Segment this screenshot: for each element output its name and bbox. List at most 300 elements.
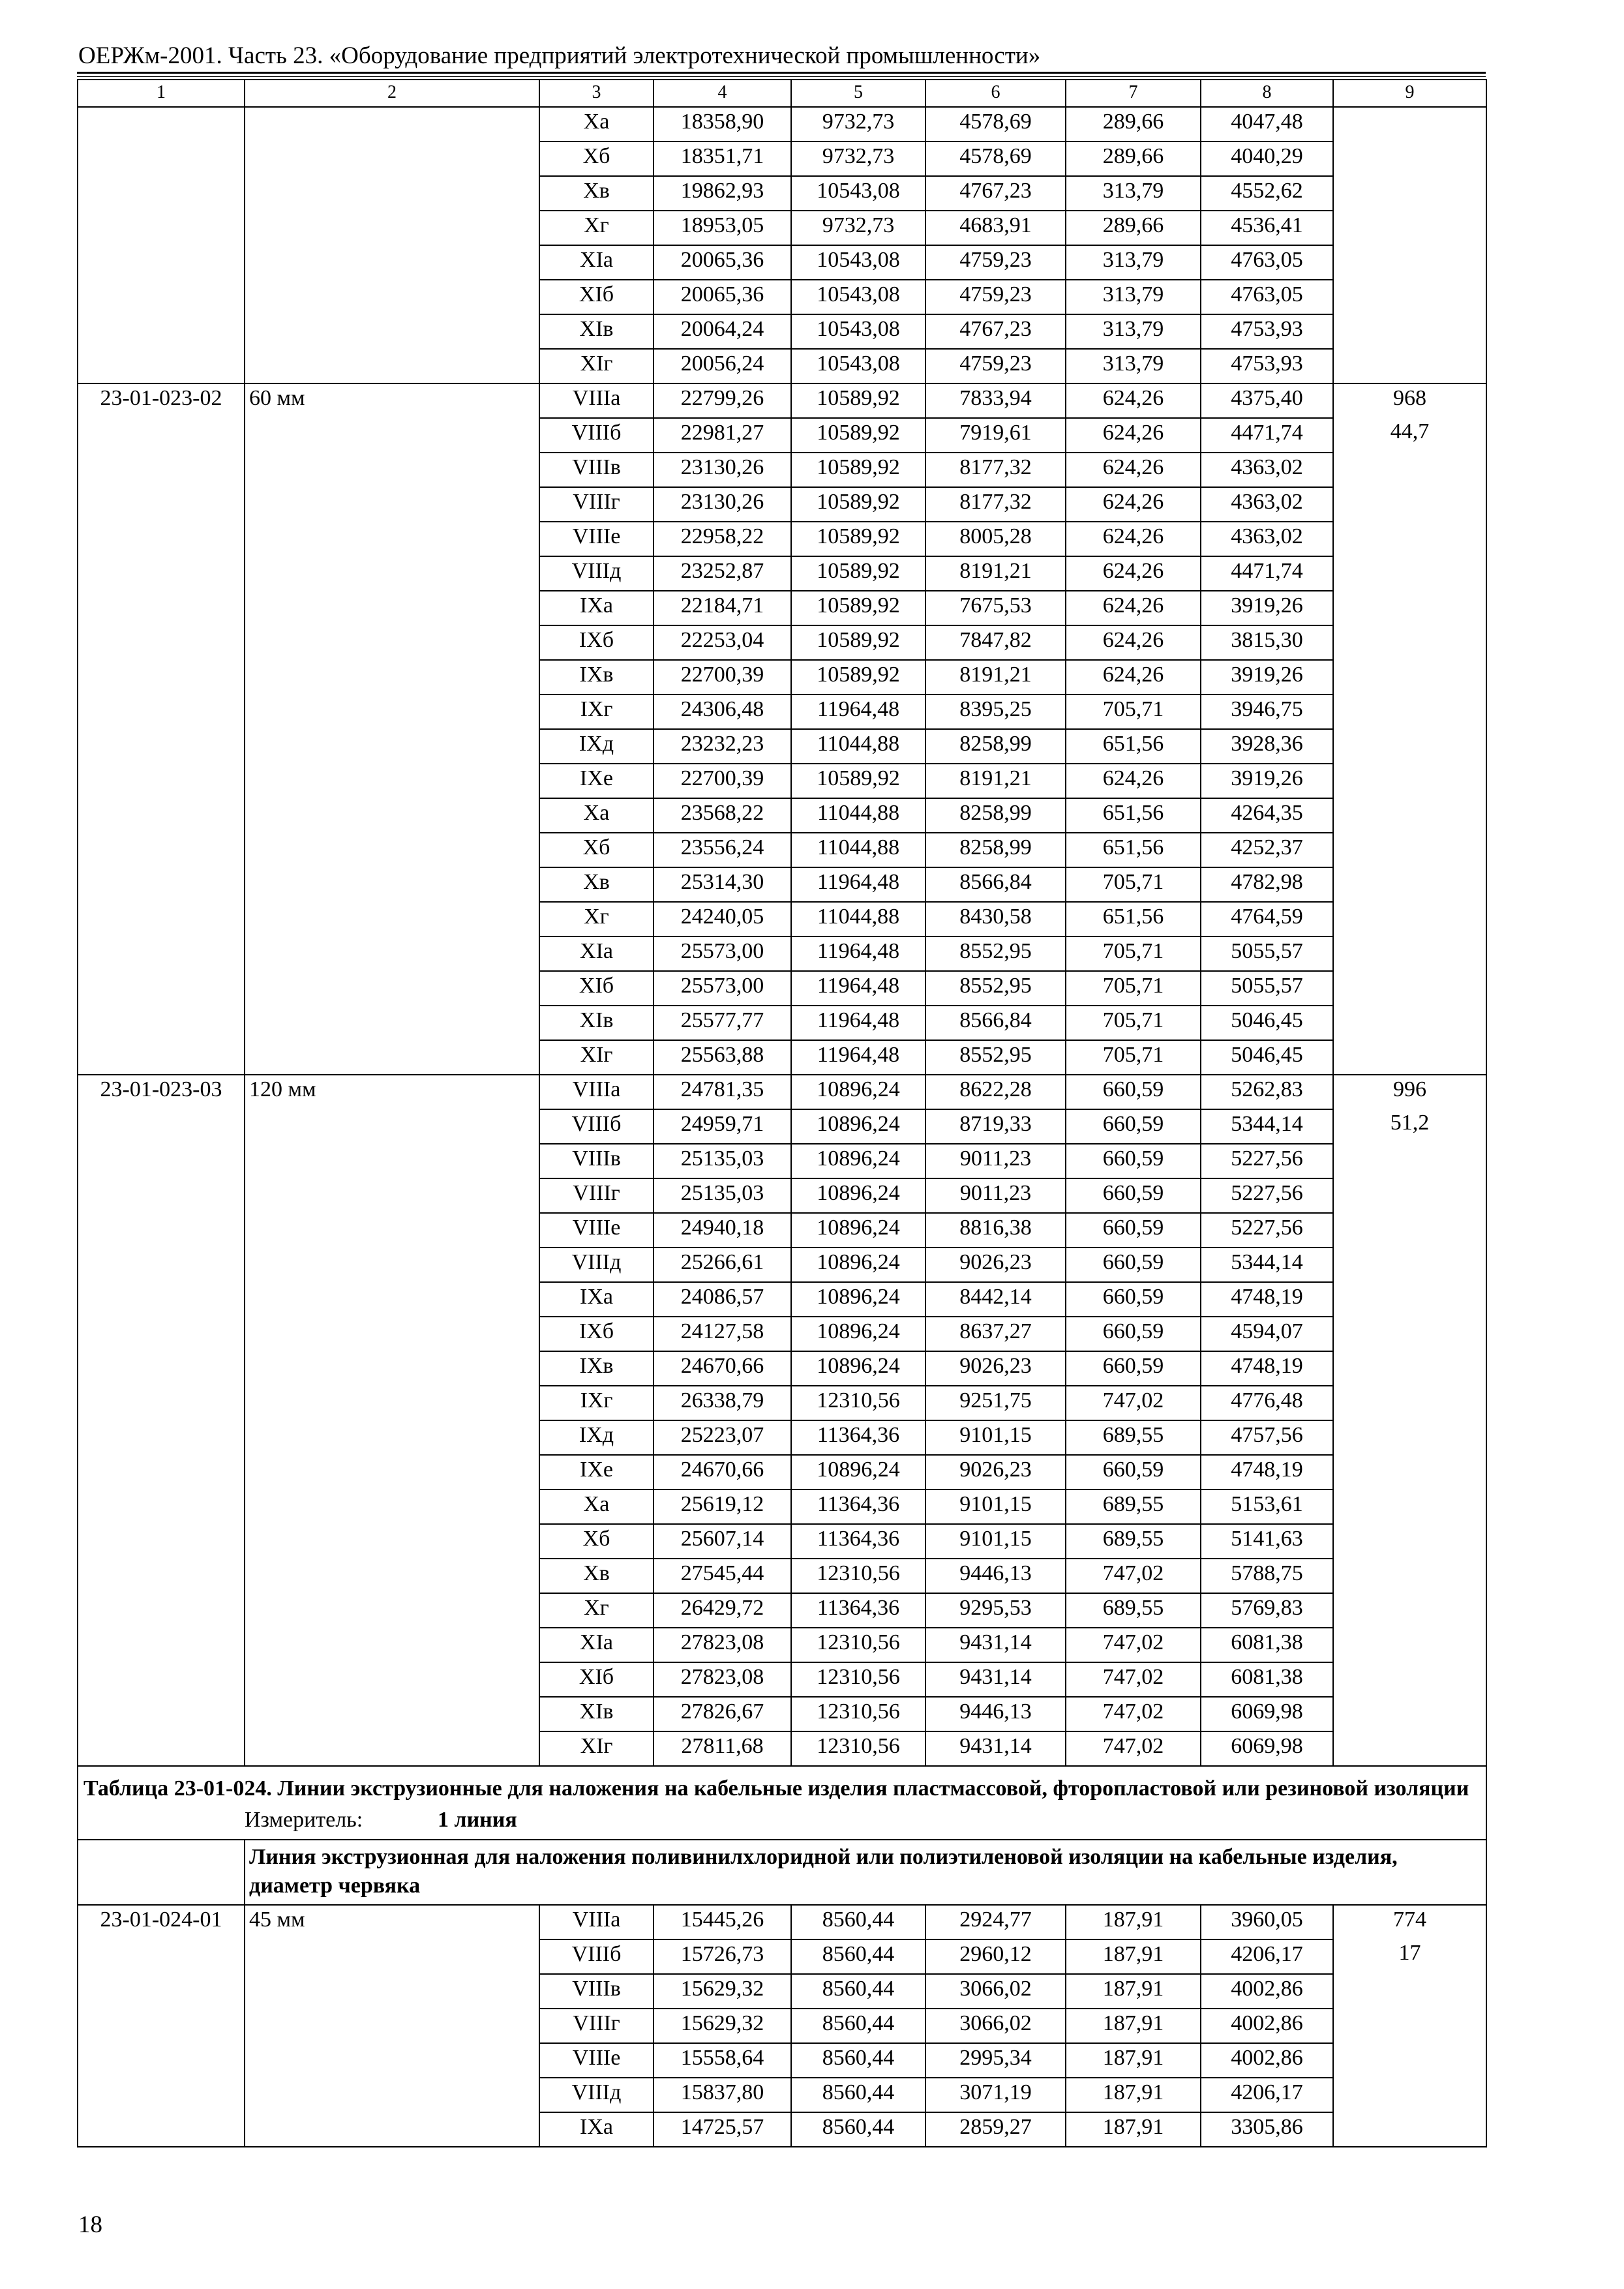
- cost-value: 747,02: [1066, 1697, 1201, 1731]
- region-code: XIa: [539, 1628, 654, 1662]
- cost-value: 4471,74: [1201, 418, 1333, 453]
- cost-value: 15837,80: [654, 2078, 791, 2112]
- column-number: 6: [925, 80, 1066, 107]
- cost-value: 3928,36: [1201, 729, 1333, 764]
- resource-code: 23-01-023-02: [78, 383, 245, 1075]
- cost-value: 24959,71: [654, 1109, 791, 1144]
- measure-value: 1 линия: [438, 1808, 517, 1832]
- cost-value: 689,55: [1066, 1420, 1201, 1455]
- cost-value: 9101,15: [925, 1524, 1066, 1559]
- cost-value: 10543,08: [791, 245, 925, 280]
- cost-value: 10589,92: [791, 625, 925, 660]
- region-code: IXг: [539, 695, 654, 729]
- cost-value: 9446,13: [925, 1697, 1066, 1731]
- cost-value: 187,91: [1066, 2112, 1201, 2147]
- region-code: Xв: [539, 1559, 654, 1593]
- cost-value: 4753,93: [1201, 349, 1333, 383]
- region-code: IXд: [539, 1420, 654, 1455]
- price-table: [77, 79, 1487, 2147]
- cost-value: 25619,12: [654, 1489, 791, 1524]
- cost-value: 4002,86: [1201, 1974, 1333, 2009]
- cost-value: 12310,56: [791, 1386, 925, 1420]
- resource-name-blank: [245, 107, 539, 383]
- cost-value: 23130,26: [654, 487, 791, 522]
- table-title: Таблица 23-01-024. Линии экструзионные для наложения на кабельные изделия пластмассовой, фторопластовой или резиновой изоляции: [78, 1766, 1486, 1806]
- cost-value: 9431,14: [925, 1662, 1066, 1697]
- region-code: VIIIв: [539, 1974, 654, 2009]
- cost-value: 5227,56: [1201, 1144, 1333, 1178]
- cost-value: 24240,05: [654, 902, 791, 936]
- column-number: 9: [1333, 80, 1486, 107]
- cost-value: 747,02: [1066, 1628, 1201, 1662]
- cost-value: 25135,03: [654, 1144, 791, 1178]
- cost-value: 10896,24: [791, 1248, 925, 1282]
- cost-value: 4375,40: [1201, 383, 1333, 418]
- cost-value: 5055,57: [1201, 936, 1333, 971]
- region-code: XIa: [539, 245, 654, 280]
- region-code: Xa: [539, 798, 654, 833]
- cost-value: 624,26: [1066, 453, 1201, 487]
- cost-value: 313,79: [1066, 176, 1201, 211]
- cost-value: 15629,32: [654, 1974, 791, 2009]
- cost-value: 4002,86: [1201, 2009, 1333, 2043]
- subheader-spacer: [78, 1840, 245, 1905]
- cost-value: 651,56: [1066, 798, 1201, 833]
- cost-value: 9251,75: [925, 1386, 1066, 1420]
- cost-value: 4776,48: [1201, 1386, 1333, 1420]
- cost-value: 9026,23: [925, 1351, 1066, 1386]
- cost-value: 24670,66: [654, 1351, 791, 1386]
- column-number: 8: [1201, 80, 1333, 107]
- column-number: 7: [1066, 80, 1201, 107]
- cost-value: 660,59: [1066, 1317, 1201, 1351]
- cost-value: 12310,56: [791, 1731, 925, 1766]
- region-code: IXe: [539, 1455, 654, 1489]
- header-rule-thick: [77, 72, 1486, 74]
- cost-value: 624,26: [1066, 556, 1201, 591]
- cost-value: 660,59: [1066, 1248, 1201, 1282]
- table-row: [78, 1905, 1486, 1939]
- page-header: ОЕРЖм-2001. Часть 23. «Оборудование предприятий электротехнической промышленности»: [78, 42, 1041, 69]
- cost-value: 10896,24: [791, 1213, 925, 1248]
- resource-name: 60 мм: [245, 383, 539, 1075]
- cost-value: 3305,86: [1201, 2112, 1333, 2147]
- cost-value: 9732,73: [791, 142, 925, 176]
- resource-code: 23-01-024-01: [78, 1905, 245, 2147]
- cost-value: 4252,37: [1201, 833, 1333, 867]
- cost-value: 3960,05: [1201, 1905, 1333, 1939]
- cost-value: 8560,44: [791, 1974, 925, 2009]
- region-code: VIIIд: [539, 556, 654, 591]
- cost-value: 689,55: [1066, 1489, 1201, 1524]
- cost-value: 8719,33: [925, 1109, 1066, 1144]
- cost-value: 624,26: [1066, 418, 1201, 453]
- cost-value: 12310,56: [791, 1662, 925, 1697]
- cost-value: 10896,24: [791, 1455, 925, 1489]
- cost-value: 4683,91: [925, 211, 1066, 245]
- cost-value: 15726,73: [654, 1939, 791, 1974]
- cost-value: 20065,36: [654, 280, 791, 314]
- region-code: XIб: [539, 280, 654, 314]
- cost-value: 624,26: [1066, 522, 1201, 556]
- cost-value: 9431,14: [925, 1731, 1066, 1766]
- cost-value: 5141,63: [1201, 1524, 1333, 1559]
- cost-value: 9011,23: [925, 1144, 1066, 1178]
- cost-value: 651,56: [1066, 902, 1201, 936]
- cost-value: 25577,77: [654, 1006, 791, 1040]
- cost-value: 11364,36: [791, 1489, 925, 1524]
- cost-value: 10589,92: [791, 556, 925, 591]
- region-code: Xб: [539, 833, 654, 867]
- cost-value: 8560,44: [791, 2112, 925, 2147]
- cost-value: 25135,03: [654, 1178, 791, 1213]
- cost-value: 10896,24: [791, 1075, 925, 1109]
- region-code: VIIIб: [539, 1939, 654, 1974]
- cost-value: 4763,05: [1201, 280, 1333, 314]
- region-code: Xв: [539, 176, 654, 211]
- cost-value: 660,59: [1066, 1351, 1201, 1386]
- region-code: Xб: [539, 142, 654, 176]
- cost-value: 10896,24: [791, 1317, 925, 1351]
- cost-value: 4552,62: [1201, 176, 1333, 211]
- cost-value: 8566,84: [925, 867, 1066, 902]
- cost-value: 3946,75: [1201, 695, 1333, 729]
- cost-value: 23252,87: [654, 556, 791, 591]
- cost-value: 25314,30: [654, 867, 791, 902]
- cost-value: 2924,77: [925, 1905, 1066, 1939]
- cost-value: 4764,59: [1201, 902, 1333, 936]
- cost-value: 23568,22: [654, 798, 791, 833]
- resource-name: 120 мм: [245, 1075, 539, 1766]
- region-code: Xг: [539, 1593, 654, 1628]
- cost-value: 11964,48: [791, 936, 925, 971]
- cost-value: 705,71: [1066, 936, 1201, 971]
- cost-value: 4759,23: [925, 349, 1066, 383]
- cost-value: 289,66: [1066, 211, 1201, 245]
- col9-value: 968: [1393, 386, 1426, 410]
- cost-value: 9732,73: [791, 107, 925, 142]
- table-row: [78, 1075, 1486, 1109]
- region-code: VIIIб: [539, 1109, 654, 1144]
- cost-value: 660,59: [1066, 1455, 1201, 1489]
- cost-value: 2859,27: [925, 2112, 1066, 2147]
- cost-value: 27811,68: [654, 1731, 791, 1766]
- cost-value: 4578,69: [925, 142, 1066, 176]
- cost-value: 25573,00: [654, 936, 791, 971]
- cost-value: 2960,12: [925, 1939, 1066, 1974]
- region-code: Xб: [539, 1524, 654, 1559]
- cost-value: 3066,02: [925, 1974, 1066, 2009]
- cost-value: 26338,79: [654, 1386, 791, 1420]
- column-number: 1: [78, 80, 245, 107]
- cost-value: 6069,98: [1201, 1697, 1333, 1731]
- cost-value: 747,02: [1066, 1731, 1201, 1766]
- cost-value: 5262,83: [1201, 1075, 1333, 1109]
- cost-value: 22700,39: [654, 660, 791, 695]
- cost-value: 10589,92: [791, 453, 925, 487]
- cost-value: 9026,23: [925, 1455, 1066, 1489]
- cost-value: 10543,08: [791, 314, 925, 349]
- region-code: XIг: [539, 349, 654, 383]
- cost-value: 7833,94: [925, 383, 1066, 418]
- measure-cell: [245, 1806, 1486, 1840]
- cost-value: 4536,41: [1201, 211, 1333, 245]
- cost-value: 4594,07: [1201, 1317, 1333, 1351]
- cost-value: 10896,24: [791, 1178, 925, 1213]
- region-code: IXг: [539, 1386, 654, 1420]
- cost-value: 8177,32: [925, 453, 1066, 487]
- cost-value: 4767,23: [925, 176, 1066, 211]
- cost-value: 4363,02: [1201, 453, 1333, 487]
- col9-value: 51,2: [1390, 1111, 1430, 1135]
- cost-value: 8560,44: [791, 1905, 925, 1939]
- cost-value: 313,79: [1066, 280, 1201, 314]
- cost-value: 8560,44: [791, 1939, 925, 1974]
- cost-value: 25607,14: [654, 1524, 791, 1559]
- column-number: 4: [654, 80, 791, 107]
- cost-value: 4748,19: [1201, 1351, 1333, 1386]
- cost-value: 3815,30: [1201, 625, 1333, 660]
- cost-value: 4753,93: [1201, 314, 1333, 349]
- cost-value: 624,26: [1066, 625, 1201, 660]
- cost-value: 24127,58: [654, 1317, 791, 1351]
- region-code: XIг: [539, 1040, 654, 1075]
- cost-value: 4767,23: [925, 314, 1066, 349]
- region-code: VIIIв: [539, 1144, 654, 1178]
- cost-value: 23556,24: [654, 833, 791, 867]
- cost-value: 5344,14: [1201, 1109, 1333, 1144]
- cost-value: 24306,48: [654, 695, 791, 729]
- cost-value: 25266,61: [654, 1248, 791, 1282]
- cost-value: 20056,24: [654, 349, 791, 383]
- cost-value: 689,55: [1066, 1524, 1201, 1559]
- cost-value: 23232,23: [654, 729, 791, 764]
- region-code: IXe: [539, 764, 654, 798]
- cost-value: 11044,88: [791, 833, 925, 867]
- cost-value: 11364,36: [791, 1593, 925, 1628]
- cost-value: 624,26: [1066, 764, 1201, 798]
- region-code: VIIIa: [539, 1905, 654, 1939]
- cost-value: 15558,64: [654, 2043, 791, 2078]
- cost-value: 8430,58: [925, 902, 1066, 936]
- cost-value: 11964,48: [791, 971, 925, 1006]
- col9-value: 996: [1393, 1077, 1426, 1101]
- subheader-row: [78, 1840, 1486, 1905]
- cost-value: 15445,26: [654, 1905, 791, 1939]
- cost-value: 4757,56: [1201, 1420, 1333, 1455]
- region-code: VIIIe: [539, 522, 654, 556]
- cost-value: 4002,86: [1201, 2043, 1333, 2078]
- cost-value: 22958,22: [654, 522, 791, 556]
- cost-value: 5046,45: [1201, 1040, 1333, 1075]
- cost-value: 10896,24: [791, 1109, 925, 1144]
- cost-value: 624,26: [1066, 660, 1201, 695]
- region-code: VIIIe: [539, 2043, 654, 2078]
- region-code: VIIIa: [539, 383, 654, 418]
- cost-value: 747,02: [1066, 1559, 1201, 1593]
- cost-value: 27823,08: [654, 1628, 791, 1662]
- cost-value: 5788,75: [1201, 1559, 1333, 1593]
- cost-value: 20064,24: [654, 314, 791, 349]
- cost-value: 10589,92: [791, 591, 925, 625]
- cost-value: 6081,38: [1201, 1628, 1333, 1662]
- cost-value: 187,91: [1066, 1939, 1201, 1974]
- cost-value: 4759,23: [925, 245, 1066, 280]
- cost-value: 10589,92: [791, 522, 925, 556]
- cost-value: 10589,92: [791, 660, 925, 695]
- cost-value: 22799,26: [654, 383, 791, 418]
- cost-value: 11364,36: [791, 1524, 925, 1559]
- cost-value: 3071,19: [925, 2078, 1066, 2112]
- region-code: VIIIг: [539, 2009, 654, 2043]
- cost-value: 660,59: [1066, 1178, 1201, 1213]
- cost-value: 22184,71: [654, 591, 791, 625]
- cost-value: 11964,48: [791, 1006, 925, 1040]
- cost-value: 6081,38: [1201, 1662, 1333, 1697]
- col9-value: 17: [1398, 1941, 1421, 1965]
- cost-value: 24781,35: [654, 1075, 791, 1109]
- cost-value: 4206,17: [1201, 2078, 1333, 2112]
- header-rule-thin: [77, 76, 1486, 77]
- cost-value: 10543,08: [791, 349, 925, 383]
- cost-value: 9446,13: [925, 1559, 1066, 1593]
- cost-value: 8177,32: [925, 487, 1066, 522]
- cost-value: 651,56: [1066, 729, 1201, 764]
- cost-value: 25573,00: [654, 971, 791, 1006]
- col9-values: [1333, 383, 1486, 1075]
- region-code: VIIIв: [539, 453, 654, 487]
- cost-value: 11364,36: [791, 1420, 925, 1455]
- cost-value: 4578,69: [925, 107, 1066, 142]
- region-code: VIIIг: [539, 487, 654, 522]
- cost-value: 5769,83: [1201, 1593, 1333, 1628]
- cost-value: 10896,24: [791, 1282, 925, 1317]
- cost-value: 3066,02: [925, 2009, 1066, 2043]
- cost-value: 4264,35: [1201, 798, 1333, 833]
- region-code: IXв: [539, 660, 654, 695]
- cost-value: 8442,14: [925, 1282, 1066, 1317]
- region-code: IXд: [539, 729, 654, 764]
- cost-value: 10589,92: [791, 764, 925, 798]
- cost-value: 10589,92: [791, 383, 925, 418]
- cost-value: 4748,19: [1201, 1455, 1333, 1489]
- cost-value: 12310,56: [791, 1559, 925, 1593]
- cost-value: 8560,44: [791, 2009, 925, 2043]
- cost-value: 8560,44: [791, 2078, 925, 2112]
- measure-row: [78, 1806, 1486, 1840]
- region-code: VIIIд: [539, 1248, 654, 1282]
- cost-value: 4363,02: [1201, 487, 1333, 522]
- region-code: IXб: [539, 625, 654, 660]
- cost-value: 5227,56: [1201, 1178, 1333, 1213]
- cost-value: 4748,19: [1201, 1282, 1333, 1317]
- cost-value: 10543,08: [791, 176, 925, 211]
- cost-value: 8622,28: [925, 1075, 1066, 1109]
- cost-value: 313,79: [1066, 314, 1201, 349]
- cost-value: 651,56: [1066, 833, 1201, 867]
- cost-value: 25563,88: [654, 1040, 791, 1075]
- cost-value: 26429,72: [654, 1593, 791, 1628]
- cost-value: 10589,92: [791, 418, 925, 453]
- table-row: [78, 107, 1486, 142]
- cost-value: 4782,98: [1201, 867, 1333, 902]
- cost-value: 747,02: [1066, 1662, 1201, 1697]
- cost-value: 8191,21: [925, 764, 1066, 798]
- region-code: VIIIб: [539, 418, 654, 453]
- cost-value: 3919,26: [1201, 591, 1333, 625]
- cost-value: 9101,15: [925, 1420, 1066, 1455]
- cost-value: 5055,57: [1201, 971, 1333, 1006]
- cost-value: 11044,88: [791, 902, 925, 936]
- cost-value: 11964,48: [791, 867, 925, 902]
- cost-value: 12310,56: [791, 1628, 925, 1662]
- cost-value: 187,91: [1066, 1905, 1201, 1939]
- col9-values: [1333, 1905, 1486, 2147]
- page-number: 18: [78, 2211, 102, 2238]
- column-number: 3: [539, 80, 654, 107]
- cost-value: 6069,98: [1201, 1731, 1333, 1766]
- region-code: VIIIд: [539, 2078, 654, 2112]
- column-number: 2: [245, 80, 539, 107]
- cost-value: 9011,23: [925, 1178, 1066, 1213]
- resource-code: 23-01-023-03: [78, 1075, 245, 1766]
- cost-value: 5153,61: [1201, 1489, 1333, 1524]
- region-code: IXв: [539, 1351, 654, 1386]
- col9-values: [1333, 107, 1486, 383]
- cost-value: 660,59: [1066, 1282, 1201, 1317]
- cost-value: 187,91: [1066, 2009, 1201, 2043]
- cost-value: 8395,25: [925, 695, 1066, 729]
- region-code: XIб: [539, 971, 654, 1006]
- cost-value: 8191,21: [925, 660, 1066, 695]
- cost-value: 8560,44: [791, 2043, 925, 2078]
- cost-value: 9295,53: [925, 1593, 1066, 1628]
- cost-value: 4047,48: [1201, 107, 1333, 142]
- cost-value: 11964,48: [791, 695, 925, 729]
- cost-value: 11044,88: [791, 729, 925, 764]
- region-code: Xa: [539, 1489, 654, 1524]
- col9-value: 774: [1393, 1908, 1426, 1932]
- measure-spacer: [78, 1806, 245, 1840]
- cost-value: 624,26: [1066, 383, 1201, 418]
- cost-value: 4763,05: [1201, 245, 1333, 280]
- cost-value: 8566,84: [925, 1006, 1066, 1040]
- cost-value: 10543,08: [791, 280, 925, 314]
- cost-value: 24940,18: [654, 1213, 791, 1248]
- region-code: Xв: [539, 867, 654, 902]
- cost-value: 705,71: [1066, 695, 1201, 729]
- cost-value: 18358,90: [654, 107, 791, 142]
- region-code: Xa: [539, 107, 654, 142]
- cost-value: 747,02: [1066, 1386, 1201, 1420]
- region-code: XIa: [539, 936, 654, 971]
- cost-value: 25223,07: [654, 1420, 791, 1455]
- cost-value: 187,91: [1066, 2043, 1201, 2078]
- cost-value: 5227,56: [1201, 1213, 1333, 1248]
- region-code: XIв: [539, 1006, 654, 1040]
- cost-value: 187,91: [1066, 2078, 1201, 2112]
- cost-value: 313,79: [1066, 245, 1201, 280]
- col9-value: 44,7: [1390, 419, 1430, 443]
- cost-value: 11964,48: [791, 1040, 925, 1075]
- cost-value: 5344,14: [1201, 1248, 1333, 1282]
- cost-value: 4040,29: [1201, 142, 1333, 176]
- region-code: VIIIг: [539, 1178, 654, 1213]
- region-code: VIIIe: [539, 1213, 654, 1248]
- region-code: XIв: [539, 314, 654, 349]
- cost-value: 9101,15: [925, 1489, 1066, 1524]
- cost-value: 4471,74: [1201, 556, 1333, 591]
